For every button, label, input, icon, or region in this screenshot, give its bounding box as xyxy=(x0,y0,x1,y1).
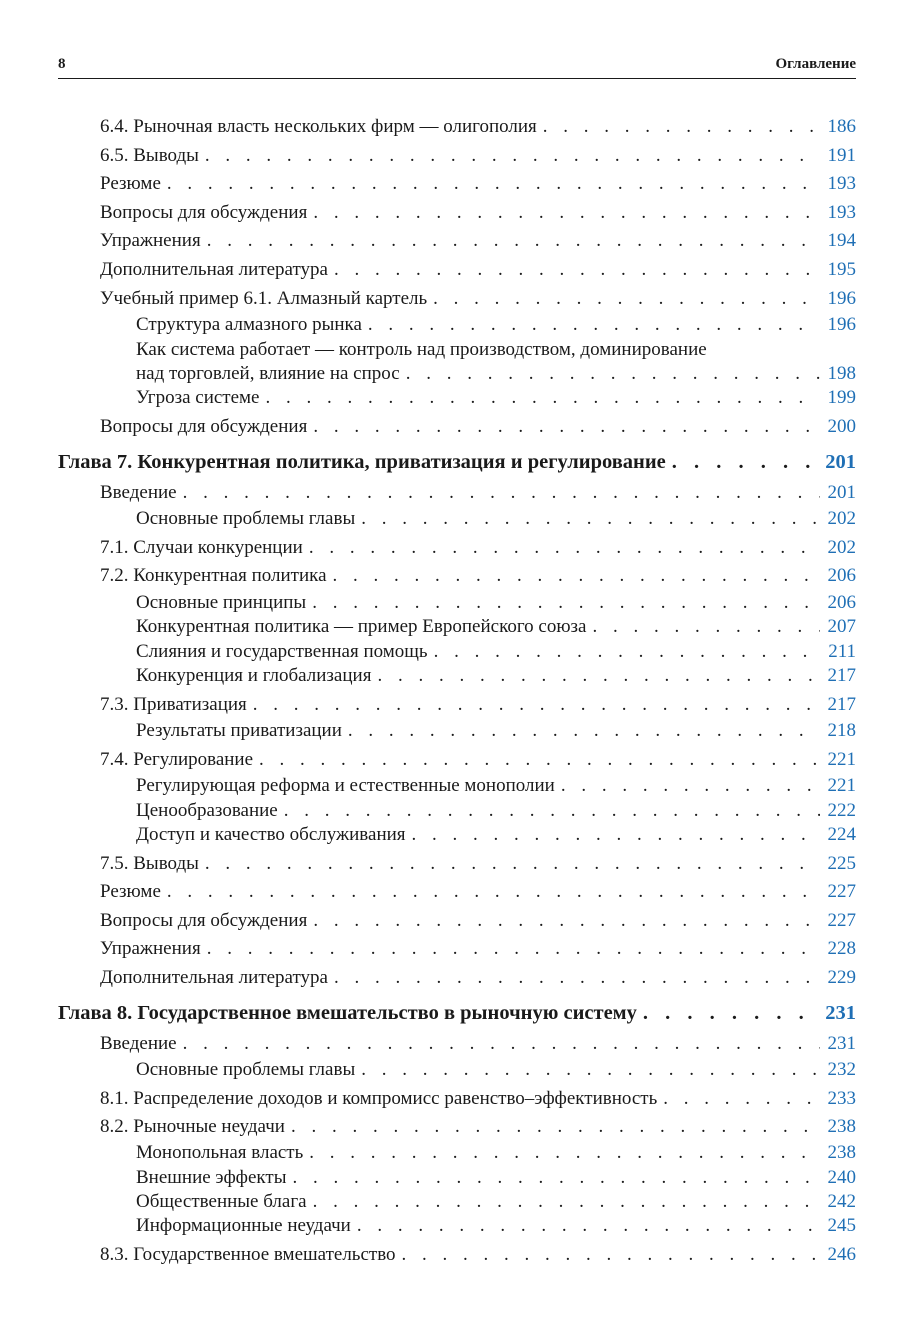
toc-entry-label: 7.2. Конкурентная политика xyxy=(100,565,327,586)
dot-leader xyxy=(253,693,820,717)
toc-entry[interactable] xyxy=(100,693,856,717)
toc-entry-page[interactable]: 193 xyxy=(827,173,856,194)
toc-entry-label: Введение xyxy=(100,1033,177,1054)
toc-entry[interactable] xyxy=(100,1087,856,1111)
toc-entry-page[interactable]: 199 xyxy=(827,387,856,408)
toc-entry[interactable] xyxy=(136,615,856,639)
dot-leader xyxy=(183,1032,820,1056)
toc-entry-label: Упражнения xyxy=(100,938,201,959)
toc-entry-label: Информационные неудачи xyxy=(136,1215,351,1236)
toc-entry-page[interactable]: 195 xyxy=(827,259,856,280)
dot-leader xyxy=(292,1166,819,1190)
toc-chapter-entry[interactable] xyxy=(58,1001,856,1025)
toc-entry-label: Результаты приватизации xyxy=(136,720,342,741)
toc-entry-label: Дополнительная литература xyxy=(100,259,328,280)
toc-entry-label: Основные принципы xyxy=(136,592,307,613)
toc-chapter-entry[interactable] xyxy=(58,450,856,474)
dot-leader xyxy=(309,536,820,560)
toc-entry-label: Регулирующая реформа и естественные монополии xyxy=(136,775,555,796)
toc-entry-label: Резюме xyxy=(100,173,161,194)
toc-entry-label: 7.3. Приватизация xyxy=(100,694,247,715)
toc-entry-page[interactable]: 225 xyxy=(827,853,856,874)
toc-entry-label: Вопросы для обсуждения xyxy=(100,416,308,437)
toc-entry-label: Учебный пример 6.1. Алмазный картель xyxy=(100,288,428,309)
dot-leader xyxy=(284,799,820,823)
dot-leader xyxy=(266,386,820,410)
toc-entry[interactable] xyxy=(136,507,856,531)
toc-entry[interactable] xyxy=(136,1214,856,1238)
dot-leader xyxy=(205,852,820,876)
toc-entry-page[interactable]: 217 xyxy=(827,694,856,715)
toc-entry[interactable] xyxy=(100,144,856,168)
toc-entry[interactable] xyxy=(136,1190,856,1214)
toc-entry-label: 8.2. Рыночные неудачи xyxy=(100,1116,285,1137)
dot-leader xyxy=(313,415,819,439)
toc-entry[interactable] xyxy=(100,937,856,961)
toc-entry-label: Вопросы для обсуждения xyxy=(100,202,308,223)
dot-leader xyxy=(561,774,820,798)
dot-leader xyxy=(167,880,820,904)
toc-entry-page[interactable]: 202 xyxy=(827,537,856,558)
page-number: 8 xyxy=(58,56,66,72)
dot-leader xyxy=(377,664,819,688)
dot-leader xyxy=(663,1087,819,1111)
toc-entry[interactable] xyxy=(100,852,856,876)
toc-entry-label: 7.4. Регулирование xyxy=(100,749,254,770)
toc-entry-label: Общественные блага xyxy=(136,1191,307,1212)
toc-entry[interactable] xyxy=(100,748,856,772)
toc-chapter-label: Глава 8. Государственное вмешательство в рыночную систему xyxy=(58,1002,637,1024)
dot-leader xyxy=(412,823,820,847)
dot-leader xyxy=(207,229,820,253)
toc-entry[interactable] xyxy=(100,880,856,904)
toc-entry[interactable] xyxy=(136,640,856,664)
toc-entry-page[interactable]: 233 xyxy=(827,1088,856,1109)
toc-entry[interactable] xyxy=(136,1166,856,1190)
toc-entry-page[interactable]: 196 xyxy=(827,314,856,335)
toc-entry-label: Конкуренция и глобализация xyxy=(136,665,372,686)
toc-entry-page[interactable]: 218 xyxy=(827,720,856,741)
toc-entry-label: Доступ и качество обслуживания xyxy=(136,824,406,845)
dot-leader xyxy=(348,719,820,743)
toc-entry-page[interactable]: 222 xyxy=(827,800,856,821)
toc-entry[interactable] xyxy=(136,774,856,798)
dot-leader xyxy=(402,1243,820,1267)
toc-entry-page[interactable]: 196 xyxy=(827,288,856,309)
toc-entry-label: Резюме xyxy=(100,881,161,902)
toc-entry-page[interactable]: 228 xyxy=(827,938,856,959)
toc-entry[interactable] xyxy=(136,313,856,337)
toc-entry-page[interactable]: 217 xyxy=(827,665,856,686)
dot-leader xyxy=(368,313,820,337)
toc-entry[interactable] xyxy=(100,909,856,933)
toc-entry[interactable] xyxy=(136,719,856,743)
toc-entry-label: Введение xyxy=(100,482,177,503)
toc-entry-label: 8.3. Государственное вмешательство xyxy=(100,1244,396,1265)
toc-entry-page[interactable]: 200 xyxy=(827,416,856,437)
toc-chapter-page[interactable]: 201 xyxy=(825,451,856,473)
dot-leader xyxy=(357,1214,820,1238)
toc-entry[interactable] xyxy=(100,172,856,196)
dot-leader xyxy=(433,287,819,311)
dot-leader xyxy=(313,1190,820,1214)
toc-entry-page[interactable]: 232 xyxy=(827,1059,856,1080)
toc-entry-label: 6.5. Выводы xyxy=(100,145,199,166)
dot-leader xyxy=(406,362,820,386)
toc-entry-label: Слияния и государственная помощь xyxy=(136,641,428,662)
toc-entry-label: 8.1. Распределение доходов и компромисс равенство–эффективность xyxy=(100,1088,658,1109)
dot-leader xyxy=(205,144,820,168)
toc-entry[interactable] xyxy=(100,229,856,253)
toc-entry-page[interactable]: 211 xyxy=(828,641,856,662)
running-header xyxy=(58,52,856,79)
toc-entry-page[interactable]: 201 xyxy=(827,482,856,503)
toc-entry-page[interactable]: 207 xyxy=(827,616,856,637)
toc-entry-page[interactable]: 186 xyxy=(827,116,856,137)
toc-entry[interactable] xyxy=(136,362,856,386)
toc-entry-label: над торговлей, влияние на спрос xyxy=(136,363,400,384)
toc-entry-label: Упражнения xyxy=(100,230,201,251)
dot-leader xyxy=(334,258,820,282)
toc-entry[interactable] xyxy=(100,481,856,505)
toc-entry[interactable] xyxy=(100,201,856,225)
dot-leader xyxy=(167,172,820,196)
dot-leader xyxy=(434,640,821,664)
toc-entry[interactable] xyxy=(100,415,856,439)
toc-entry[interactable] xyxy=(100,564,856,588)
toc-entry[interactable] xyxy=(100,536,856,560)
toc-entry[interactable] xyxy=(136,591,856,615)
dot-leader xyxy=(291,1115,820,1139)
toc-entry-page[interactable]: 242 xyxy=(827,1191,856,1212)
dot-leader xyxy=(207,937,820,961)
toc-chapter-label: Глава 7. Конкурентная политика, приватизация и регулирование xyxy=(58,451,666,473)
toc-entry[interactable] xyxy=(136,823,856,847)
dot-leader xyxy=(672,450,817,474)
dot-leader xyxy=(313,201,819,225)
toc-entry[interactable] xyxy=(100,115,856,139)
toc-entry-label: Вопросы для обсуждения xyxy=(100,910,308,931)
toc-entry-page[interactable]: 198 xyxy=(827,363,856,384)
toc-entry[interactable] xyxy=(136,1141,856,1165)
toc-entry[interactable] xyxy=(100,1032,856,1056)
toc-entry-label: 6.4. Рыночная власть нескольких фирм — олигополия xyxy=(100,116,537,137)
dot-leader xyxy=(361,507,819,531)
toc-entry-label: Конкурентная политика — пример Европейского союза xyxy=(136,616,587,637)
toc-entry-label: Основные проблемы главы xyxy=(136,1059,356,1080)
toc-entry-page[interactable]: 240 xyxy=(827,1167,856,1188)
toc-entry-page[interactable]: 206 xyxy=(827,592,856,613)
dot-leader xyxy=(183,481,820,505)
dot-leader xyxy=(333,564,820,588)
toc-entry-page[interactable]: 191 xyxy=(827,145,856,166)
toc-entry-page[interactable]: 221 xyxy=(827,775,856,796)
toc-entry-page[interactable]: 245 xyxy=(827,1215,856,1236)
toc-entry-page[interactable]: 202 xyxy=(827,508,856,529)
toc-entry-page[interactable]: 221 xyxy=(827,749,856,770)
toc-entry-page[interactable]: 206 xyxy=(827,565,856,586)
dot-leader xyxy=(643,1001,817,1025)
dot-leader xyxy=(259,748,819,772)
toc-entry-page[interactable]: 227 xyxy=(827,910,856,931)
toc-entry[interactable] xyxy=(100,966,856,990)
toc-entry-page[interactable]: 194 xyxy=(827,230,856,251)
dot-leader xyxy=(543,115,820,139)
toc-entry-label: 7.1. Случаи конкуренции xyxy=(100,537,303,558)
toc-entry-page[interactable]: 238 xyxy=(827,1142,856,1163)
toc-entry[interactable] xyxy=(100,287,856,311)
toc-entry[interactable] xyxy=(100,1243,856,1267)
running-title: Оглавление xyxy=(775,56,856,72)
toc-entry-label: 7.5. Выводы xyxy=(100,853,199,874)
dot-leader xyxy=(309,1141,819,1165)
dot-leader xyxy=(312,591,819,615)
toc-entry-page[interactable]: 227 xyxy=(827,881,856,902)
toc-entry[interactable] xyxy=(136,1058,856,1082)
toc-entry-page[interactable]: 229 xyxy=(827,967,856,988)
toc-entry[interactable] xyxy=(136,664,856,688)
dot-leader xyxy=(361,1058,819,1082)
toc-entry-page[interactable]: 246 xyxy=(827,1244,856,1265)
toc-entry[interactable] xyxy=(100,1115,856,1139)
toc-entry[interactable] xyxy=(100,258,856,282)
toc-entry-label: Угроза системе xyxy=(136,387,260,408)
dot-leader xyxy=(313,909,819,933)
toc-entry-page[interactable]: 231 xyxy=(827,1033,856,1054)
toc-entry-label: Внешние эффекты xyxy=(136,1167,287,1188)
toc-entry-label-line1: Как система работает — контроль над производством, доминирование xyxy=(136,339,707,360)
toc-entry[interactable] xyxy=(136,386,856,410)
toc-entry-label: Монопольная власть xyxy=(136,1142,304,1163)
toc-entry-page[interactable]: 238 xyxy=(827,1116,856,1137)
toc-entry-label: Основные проблемы главы xyxy=(136,508,356,529)
toc-entry-label: Ценообразование xyxy=(136,800,278,821)
toc-entry-label: Структура алмазного рынка xyxy=(136,314,362,335)
toc-entry-label: Дополнительная литература xyxy=(100,967,328,988)
dot-leader xyxy=(334,966,820,990)
dot-leader xyxy=(593,615,820,639)
toc-entry-page[interactable]: 193 xyxy=(827,202,856,223)
toc-chapter-page[interactable]: 231 xyxy=(825,1002,856,1024)
toc-entry-page[interactable]: 224 xyxy=(827,824,856,845)
toc-entry[interactable] xyxy=(136,799,856,823)
